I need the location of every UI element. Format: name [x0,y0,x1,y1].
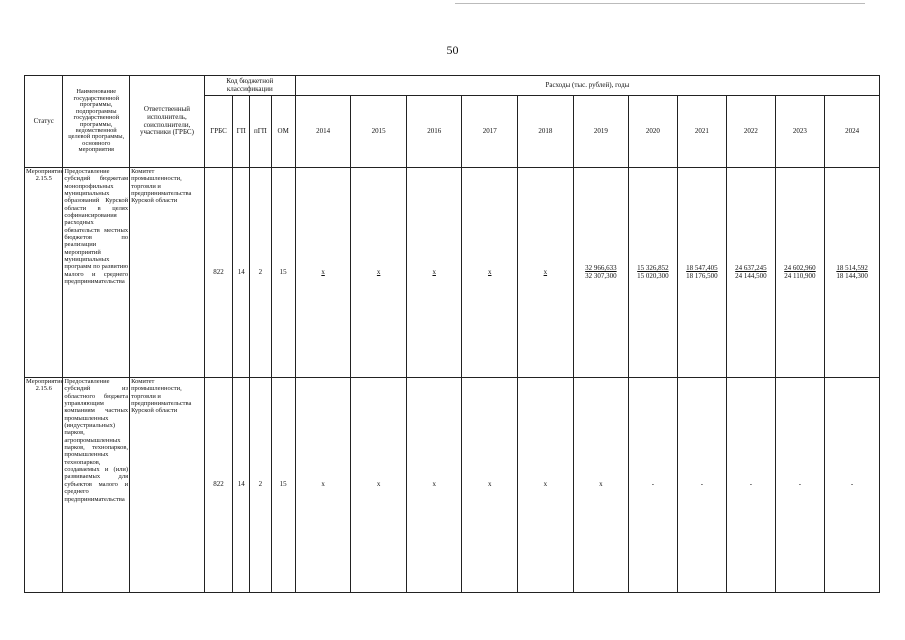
code-pgp-cell: 2 [250,168,271,378]
header-budget-code: Код бюджетной классификации [204,76,295,96]
expense-cell: - [775,378,825,593]
code-om-cell: 15 [271,168,295,378]
expense-cell [629,168,678,378]
expense-cell: x [462,378,518,593]
expense-cell: x [295,378,351,593]
header-name: Наименование государственной программы, подпрограммы государственной программы, ведомственной целевой программы, основного мероприятия [63,76,130,168]
expense-cell [727,168,776,378]
expense-cell [351,168,407,378]
expense-cell: - [629,378,678,593]
header-responsible: Ответственный исполнитель, соисполнители, участники (ГРБС) [130,76,205,168]
code-pgp-cell: 2 [250,378,271,593]
top-rule [455,3,865,4]
expense-cell [677,168,727,378]
header-year: 2020 [629,96,678,168]
header-code-grbs: ГРБС [204,96,232,168]
name-cell: Предоставление субсидий из областного бюджета управляющим компаниям частных промышленных (индустриальных) парков, агропромышленных парков, технопарков, промышленных технопарков, создаваемых и (или) развиваемых для субъектов малого и среднего предпринимательства [63,378,130,593]
header-code-gp: ГП [233,96,250,168]
expense-value: 15 326,852 [637,263,669,272]
expense-cell [406,168,462,378]
status-cell: Мероприятие 2.15.6 [25,378,63,593]
code-grbs-cell: 822 [204,168,232,378]
table-row [25,378,880,593]
header-code-om: ОМ [271,96,295,168]
expense-value-second: 32 307,300 [585,271,617,280]
header-year: 2014 [295,96,351,168]
expense-cell: - [677,378,727,593]
expense-cell [295,168,351,378]
expense-value-second: 24 144,500 [735,271,767,280]
header-year: 2019 [573,96,629,168]
expense-value: 32 966,633 [585,263,617,272]
header-year: 2024 [825,96,880,168]
budget-table [24,75,880,593]
code-gp-cell: 14 [233,168,250,378]
expense-cell: - [727,378,776,593]
header-expenses: Расходы (тыс. рублей), годы [295,76,879,96]
expense-value-second: 15 020,300 [637,271,669,280]
header-year: 2016 [406,96,462,168]
expense-cell: x [573,378,629,593]
expense-cell [462,168,518,378]
expense-cell [573,168,629,378]
expense-value: x [488,267,492,276]
code-gp-cell: 14 [233,378,250,593]
expense-cell: x [406,378,462,593]
header-year: 2018 [518,96,574,168]
expense-cell: x [518,378,574,593]
expense-value-second: 24 110,900 [784,271,816,280]
table-row [25,168,880,378]
expense-cell: x [351,378,407,593]
expense-value: 24 637,245 [735,263,767,272]
responsible-cell: Комитет промышленности, торговли и предпринимательства Курской области [130,378,205,593]
expense-value: 18 514,592 [836,263,868,272]
expense-cell [518,168,574,378]
expense-cell [775,168,825,378]
header-year: 2022 [727,96,776,168]
header-year: 2017 [462,96,518,168]
code-om-cell: 15 [271,378,295,593]
name-cell: Предоставление субсидий бюджетам монопрофильных муниципальных образований Курской области в целях софинансирования расходных обязательств местных бюджетов по реализации мероприятий муниципальных программ по развитию малого и среднего предпринимательства [63,168,130,378]
page-number: 50 [446,43,459,57]
expense-value: x [543,267,548,276]
expense-value: 18 547,405 [686,263,718,272]
expense-value: 24 602,960 [784,263,816,272]
header-year: 2021 [677,96,727,168]
expense-value-second: 18 176,500 [686,271,718,280]
expense-value-second: 18 144,300 [836,271,868,280]
header-status: Статус [25,76,63,168]
status-cell: Мероприятие 2.15.5 [25,168,63,378]
responsible-cell: Комитет промышленности, торговли и предпринимательства Курской области [130,168,205,378]
expense-value: x [432,267,436,276]
code-grbs-cell: 822 [204,378,232,593]
expense-cell: - [825,378,880,593]
expense-value: x [376,267,381,276]
header-code-pgp: пГП [250,96,271,168]
header-year: 2015 [351,96,407,168]
expense-cell [825,168,880,378]
header-row-1 [25,76,880,96]
header-year: 2023 [775,96,825,168]
expense-value: x [321,267,325,276]
